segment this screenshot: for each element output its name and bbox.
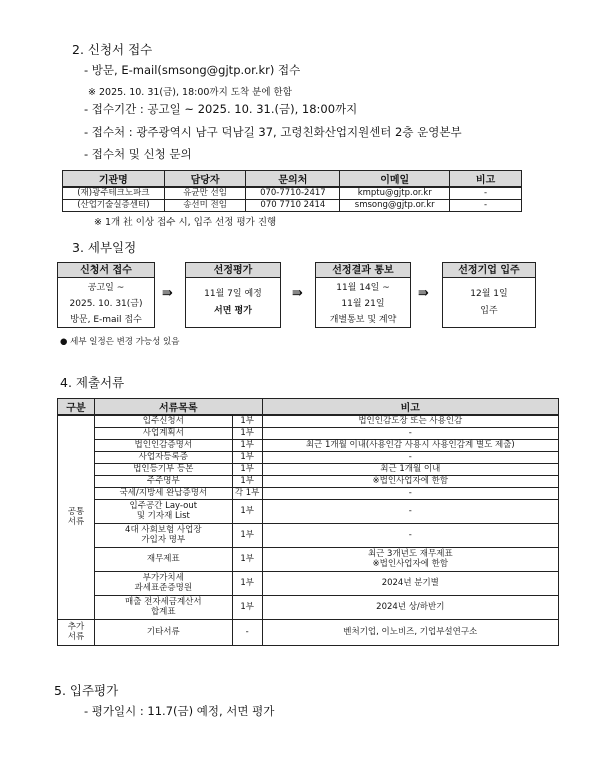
schedule-step-evaluation — [185, 262, 281, 328]
section2-period: - 접수기간 : 공고일 ~ 2025. 10. 31.(금), 18:00까지 — [84, 102, 358, 116]
section3-title: 3. 세부일정 — [72, 240, 137, 255]
docs-item-note: ※법인사업자에 한함 — [262, 475, 558, 487]
section5-title: 5. 입주평가 — [54, 683, 119, 698]
contact-note: - — [450, 200, 522, 212]
schedule-step-line: 개별통보 및 계약 — [329, 315, 397, 325]
table-row — [58, 487, 559, 499]
schedule-step-line: 12월 1일 — [470, 289, 508, 299]
schedule-step-head: 선정결과 통보 — [316, 263, 410, 278]
docs-item-note: 법인인감도장 또는 사용인감 — [262, 415, 558, 427]
section2-note: ※ 2025. 10. 31(금), 18:00까지 도착 분에 한함 — [88, 87, 292, 98]
docs-header-row — [58, 399, 559, 416]
table-row — [58, 547, 559, 571]
docs-item-note: - — [262, 451, 558, 463]
docs-header-group: 구분 — [58, 399, 95, 416]
schedule-step-result — [315, 262, 411, 328]
docs-item-name: 기타서류 — [94, 619, 232, 645]
docs-item-note: 2024년 상/하반기 — [262, 595, 558, 619]
table-row — [58, 439, 559, 451]
section2-line1: - 방문, E-mail(smsong@gjtp.or.kr) 접수 — [84, 63, 301, 77]
docs-item-name: 사업계획서 — [94, 427, 232, 439]
docs-item-qty: 1부 — [232, 475, 262, 487]
docs-item-qty: 1부 — [232, 523, 262, 547]
section4-title: 4. 제출서류 — [60, 375, 125, 390]
docs-item-name: 법인등기부 등본 — [94, 463, 232, 475]
schedule-step-line: 공고일 ~ — [87, 283, 125, 293]
schedule-step-line: 입주 — [480, 306, 498, 316]
contact-email[interactable]: smsong@gjtp.or.kr — [340, 200, 450, 212]
docs-item-note: 최근 1개월 이내 — [262, 463, 558, 475]
contact-header-row — [63, 171, 522, 188]
schedule-step-apply — [57, 262, 155, 328]
schedule-step-head: 선정평가 — [186, 263, 280, 278]
docs-item-qty: 1부 — [232, 451, 262, 463]
docs-item-qty: 1부 — [232, 547, 262, 571]
arrow-icon: ⇛ — [162, 286, 173, 301]
schedule-step-line: 서면 평가 — [214, 306, 252, 316]
schedule-step-line: 11월 21일 — [341, 299, 385, 309]
table-row — [63, 200, 522, 212]
contact-header-person: 담당자 — [164, 171, 246, 188]
docs-item-note: 2024년 분기별 — [262, 571, 558, 595]
docs-group-common: 공통 서류 — [58, 415, 95, 619]
docs-item-name: 국세/지방세 완납증명서 — [94, 487, 232, 499]
table-row — [58, 619, 559, 645]
table-row — [58, 427, 559, 439]
contact-phone: 070-7710-2417 — [246, 187, 340, 200]
contact-header-note: 비고 — [450, 171, 522, 188]
docs-header-note: 비고 — [262, 399, 558, 416]
table-row — [58, 499, 559, 523]
table-row — [58, 415, 559, 427]
docs-item-note: 최근 3개년도 재무제표 ※법인사업자에 한함 — [262, 547, 558, 571]
docs-item-qty: - — [232, 619, 262, 645]
contact-org-line1: (재)광주테크노파크 — [63, 187, 165, 200]
schedule-step-line: 11월 7일 예정 — [204, 289, 262, 299]
contact-org-line2: (산업기술실증센터) — [63, 200, 165, 212]
docs-item-name: 입주신청서 — [94, 415, 232, 427]
arrow-icon: ⇛ — [292, 286, 303, 301]
schedule-step-move-in — [442, 262, 536, 328]
section2-place: - 접수처 : 광주광역시 남구 덕남길 37, 고령친화산업지원센터 2층 운영본부 — [84, 125, 462, 139]
docs-item-qty: 각 1부 — [232, 487, 262, 499]
section2-inquiry: - 접수처 및 신청 문의 — [84, 147, 192, 161]
table-row — [58, 451, 559, 463]
schedule-step-line: 2025. 10. 31(금) — [69, 299, 143, 309]
docs-item-note: - — [262, 427, 558, 439]
docs-item-note: - — [262, 487, 558, 499]
docs-item-qty: 1부 — [232, 463, 262, 475]
docs-item-name: 4대 사회보험 사업장 가입자 명부 — [94, 523, 232, 547]
contact-person: 송선미 전임 — [164, 200, 246, 212]
contact-person: 유균만 선임 — [164, 187, 246, 200]
contact-email[interactable]: kmptu@gjtp.or.kr — [340, 187, 450, 200]
schedule-step-line: 11월 14일 ~ — [336, 283, 390, 293]
contact-header-email: 이메일 — [340, 171, 450, 188]
section5-line1: - 평가일시 : 11.7(금) 예정, 서면 평가 — [84, 704, 275, 718]
docs-item-name: 입주공간 Lay-out 및 기자재 List — [94, 499, 232, 523]
docs-item-qty: 1부 — [232, 415, 262, 427]
docs-item-qty: 1부 — [232, 499, 262, 523]
docs-item-name: 사업자등록증 — [94, 451, 232, 463]
contact-header-org: 기관명 — [63, 171, 165, 188]
arrow-icon: ⇛ — [418, 286, 429, 301]
docs-item-qty: 1부 — [232, 595, 262, 619]
section2-footnote: ※ 1개 社 이상 접수 시, 입주 선정 평가 진행 — [94, 217, 277, 228]
contact-phone: 070 7710 2414 — [246, 200, 340, 212]
schedule-step-line: 방문, E-mail 접수 — [70, 315, 142, 325]
table-row — [58, 523, 559, 547]
docs-item-name: 매출 전자세금계산서 합계표 — [94, 595, 232, 619]
docs-group-extra: 추가 서류 — [58, 619, 95, 645]
docs-item-qty: 1부 — [232, 427, 262, 439]
section3-note: ● 세부 일정은 변경 가능성 있음 — [60, 337, 180, 347]
table-row — [58, 475, 559, 487]
docs-item-note: - — [262, 499, 558, 523]
docs-item-name: 부가가치세 과세표준증명원 — [94, 571, 232, 595]
table-row — [58, 571, 559, 595]
table-row — [58, 595, 559, 619]
schedule-step-head: 신청서 접수 — [58, 263, 154, 278]
contact-header-phone: 문의처 — [246, 171, 340, 188]
docs-item-name: 법인인감증명서 — [94, 439, 232, 451]
docs-header-list: 서류목록 — [94, 399, 262, 416]
docs-item-note: 최근 1개월 이내(사용인감 사용시 사용인감계 별도 제출) — [262, 439, 558, 451]
docs-item-note: 벤처기업, 이노비즈, 기업부설연구소 — [262, 619, 558, 645]
docs-item-qty: 1부 — [232, 439, 262, 451]
docs-item-name: 주주명부 — [94, 475, 232, 487]
schedule-step-head: 선정기업 입주 — [443, 263, 535, 278]
table-row — [58, 463, 559, 475]
docs-item-note: - — [262, 523, 558, 547]
documents-table — [57, 398, 559, 646]
section2-title: 2. 신청서 접수 — [72, 42, 153, 57]
table-row — [63, 187, 522, 200]
contact-table — [62, 170, 522, 212]
docs-item-name: 재무제표 — [94, 547, 232, 571]
contact-note: - — [450, 187, 522, 200]
docs-item-qty: 1부 — [232, 571, 262, 595]
